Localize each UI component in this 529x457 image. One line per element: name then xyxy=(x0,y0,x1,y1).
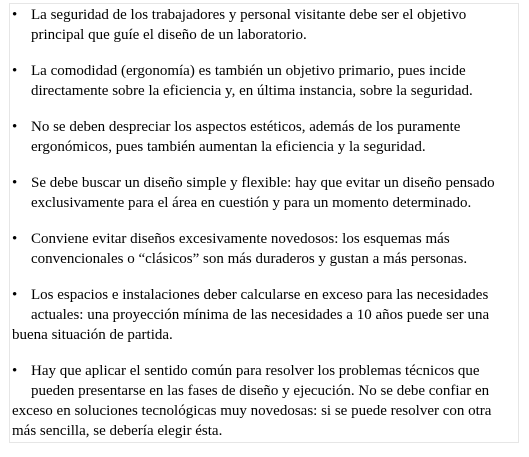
bullet-icon: • xyxy=(12,63,18,79)
bullet-list xyxy=(12,5,517,457)
bullet-icon: • xyxy=(12,363,18,379)
list-item-line: La seguridad de los trabajadores y personal visitante debe ser el objetivo xyxy=(31,7,467,23)
list-item-line: exclusivamente para el área en cuestión y para un momento determinado. xyxy=(31,195,472,211)
list-item xyxy=(12,229,517,269)
list-item xyxy=(12,5,517,45)
list-item-line: pueden presentarse en las fases de diseño y ejecución. No se debe confiar en xyxy=(31,383,490,399)
list-item-line: Conviene evitar diseños excesivamente novedosos: los esquemas más xyxy=(31,231,450,247)
list-item-line: Se debe buscar un diseño simple y flexible: hay que evitar un diseño pensado xyxy=(31,175,495,191)
list-item-line: Los espacios e instalaciones deber calcularse en exceso para las necesidades xyxy=(31,287,489,303)
list-item xyxy=(12,61,517,101)
list-item-line: actuales: una proyección mínima de las necesidades a 10 años puede ser una xyxy=(31,307,490,323)
list-item-line: Hay que aplicar el sentido común para resolver los problemas técnicos que xyxy=(31,363,480,379)
list-item-line: directamente sobre la eficiencia y, en última instancia, sobre la seguridad. xyxy=(31,83,473,99)
list-item-line: exceso en soluciones tecnológicas muy novedosas: si se puede resolver con otra xyxy=(12,403,492,419)
list-item xyxy=(12,285,517,345)
bullet-icon: • xyxy=(12,175,18,191)
list-item xyxy=(12,117,517,157)
bullet-icon: • xyxy=(12,287,18,303)
bullet-icon: • xyxy=(12,231,18,247)
bullet-icon: • xyxy=(12,7,18,23)
list-item-line: más sencilla, se debería elegir ésta. xyxy=(12,423,223,439)
list-item-line: La comodidad (ergonomía) es también un objetivo primario, pues incide xyxy=(31,63,466,79)
list-item xyxy=(12,173,517,213)
list-item-line: ergonómicos, pues también aumentan la eficiencia y la seguridad. xyxy=(31,139,426,155)
list-item xyxy=(12,361,517,441)
list-item-line: principal que guíe el diseño de un laboratorio. xyxy=(31,27,307,43)
list-item-line: convencionales o “clásicos” son más duraderos y gustan a más personas. xyxy=(31,251,468,267)
list-item-line: buena situación de partida. xyxy=(12,327,173,343)
bullet-icon: • xyxy=(12,119,18,135)
list-item-line: No se deben despreciar los aspectos estéticos, además de los puramente xyxy=(31,119,461,135)
